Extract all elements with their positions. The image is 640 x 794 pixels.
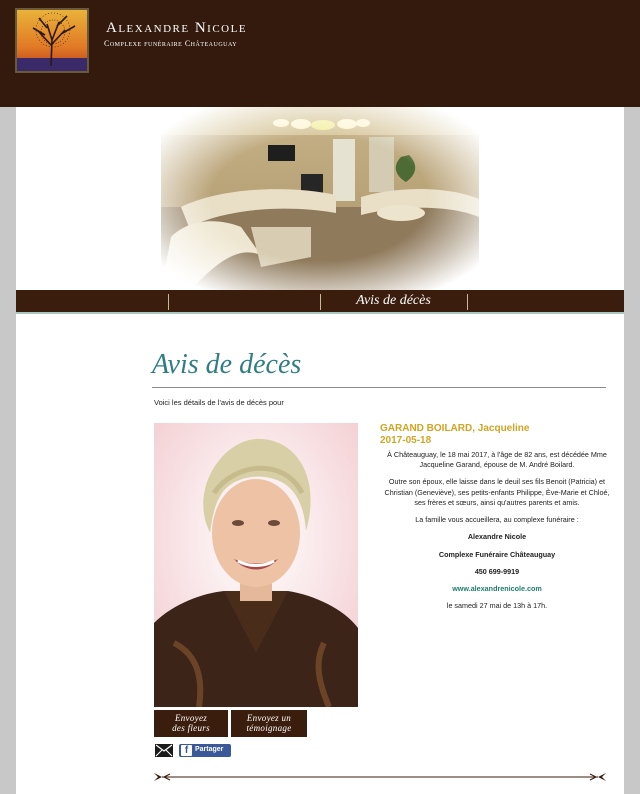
intro-text: Voici les détails de l'avis de décès pour	[154, 398, 284, 407]
funeral-complex-name: Complexe Funéraire Châteauguay	[438, 549, 556, 559]
decorative-divider	[154, 769, 606, 779]
email-share-icon[interactable]	[155, 744, 173, 757]
obituary-paragraph: À Châteauguay, le 18 mai 2017, à l'âge de 82 ans, est décédée Mme Jacqueline Garand, épouse de M. André Boilard.	[387, 450, 607, 470]
send-testimony-button[interactable]	[231, 710, 307, 737]
nav-separator	[467, 294, 468, 310]
site-header	[0, 0, 640, 107]
funeral-phone: 450 699-9919	[474, 566, 520, 576]
page-title: Avis de décès	[152, 349, 302, 380]
send-testimony-label-line2: témoignage	[246, 723, 292, 733]
site-title[interactable]: Alexandre Nicole	[106, 20, 248, 36]
website-link[interactable]: www.alexandrenicole.com	[452, 583, 542, 593]
nav-item-avis-de-deces[interactable]: Avis de décès	[356, 293, 431, 308]
deceased-name: GARAND BOILARD, Jacqueline	[380, 423, 530, 434]
obituary-paragraph: Outre son époux, elle laisse dans le deuil ses fils Benoit (Patricia) et Christian (Geneviève), ses petits-enfants Philippe, Ève-Marie et Chloé, ses frères et sœurs, ainsi qu'autres parents et amis.	[384, 477, 610, 507]
deceased-date: 2017-05-18	[380, 435, 432, 446]
send-flowers-label-line1: Envoyez	[174, 713, 208, 723]
send-flowers-label-line2: des fleurs	[172, 723, 210, 733]
content-panel	[16, 107, 624, 794]
deceased-portrait	[154, 423, 358, 707]
logo-tree-icon[interactable]	[15, 8, 89, 73]
send-flowers-button[interactable]	[154, 710, 228, 737]
site-subtitle: Complexe funéraire Châteauguay	[104, 39, 238, 48]
obituary-text	[380, 450, 614, 618]
funeral-home-name: Alexandre Nicole	[467, 532, 527, 542]
nav-separator	[168, 294, 169, 310]
hero-lounge-image	[161, 107, 479, 290]
title-divider	[152, 387, 606, 388]
obituary-paragraph: La famille vous accueillera, au complexe funéraire :	[415, 515, 579, 525]
visitation-time: le samedi 27 mai de 13h à 17h.	[446, 601, 548, 611]
facebook-icon: f	[181, 745, 192, 756]
facebook-share-button[interactable]	[179, 744, 231, 757]
send-testimony-label-line1: Envoyez un	[246, 713, 292, 723]
share-label: Partager	[195, 746, 224, 753]
main-nav	[16, 290, 624, 314]
